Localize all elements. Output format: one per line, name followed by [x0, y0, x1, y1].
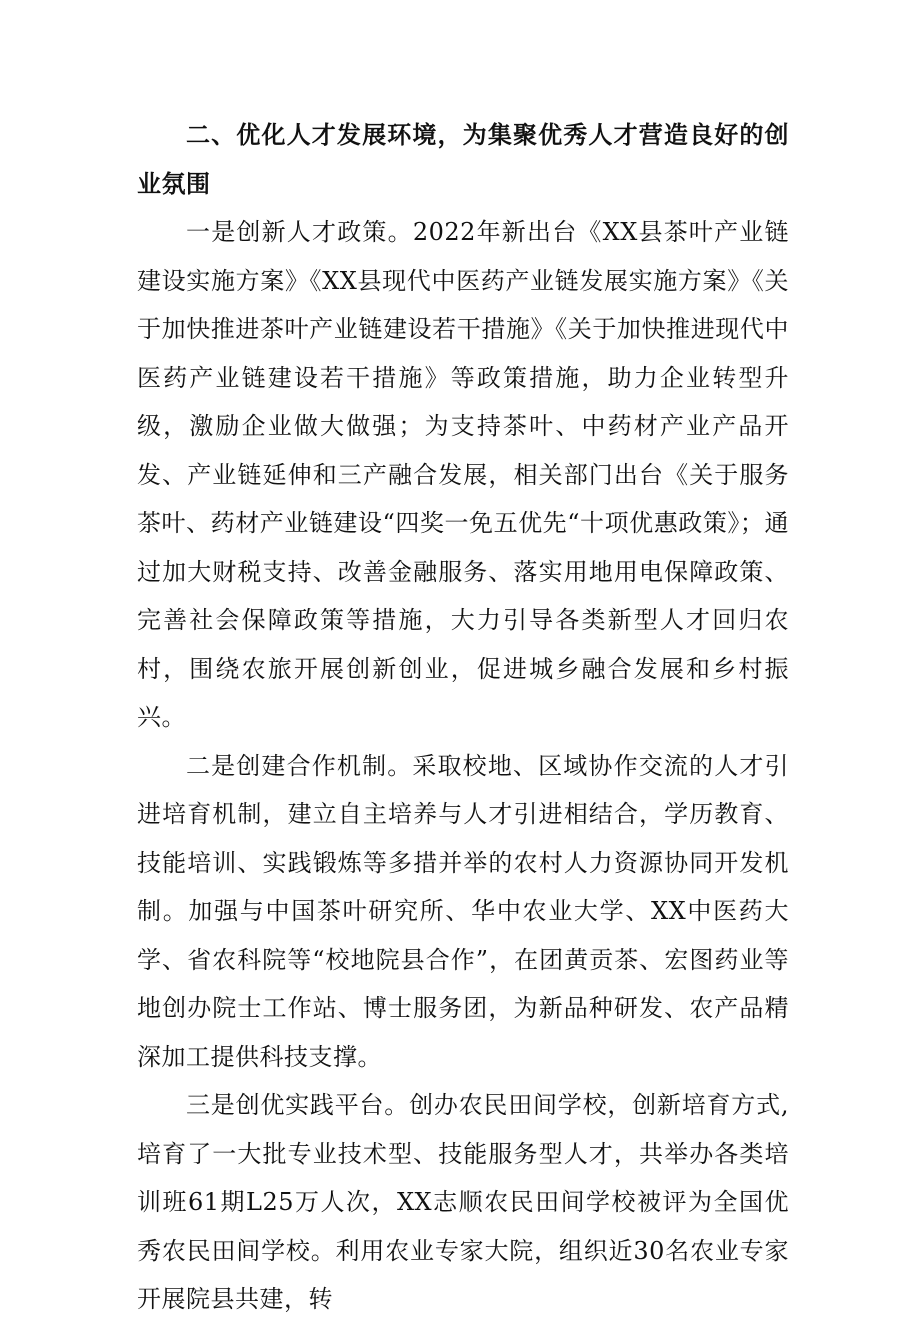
paragraph-cooperation-mechanism: 二是创建合作机制。采取校地、区域协作交流的人才引进培育机制，建立自主培养与人才引进相结合，学历教育、技能培训、实践锻炼等多措并举的农村人力资源协同开发机制。加强与中国茶叶研究所、华中农业大学、XX中医药大学、省农科院等“校地院县合作”，在团黄贡茶、宏图药业等地创办院士工作站、博士服务团，为新品种研发、农产品精深加工提供科技支撑。: [137, 751, 789, 1071]
section-heading: 二、优化人才发展环境，为集聚优秀人才营造良好的创业氛围: [137, 121, 789, 198]
paragraph-innovate-policy: 一是创新人才政策。2022年新出台《XX县茶叶产业链建设实施方案》《XX县现代中医药产业链发展实施方案》《关于加快推进茶叶产业链建设若干措施》《关于加快推进现代中医药产业链建设若干措施》等政策措施，助力企业转型升级，激励企业做大做强；为支持茶叶、中药材产业产品开发、产业链延伸和三产融合发展，相关部门出台《关于服务茶叶、药材产业链建设“四奖一免五优先“十项优惠政策》；通过加大财税支持、改善金融服务、落实用地用电保障政策、完善社会保障政策等措施，大力引导各类新型人才回归农村，围绕农旅开展创新创业，促进城乡融合发展和乡村振兴。: [137, 218, 789, 731]
document-body: [137, 111, 789, 1324]
paragraph-practice-platform: 三是创优实践平台。创办农民田间学校，创新培育方式,培育了一大批专业技术型、技能服务型人才，共举办各类培训班61期L25万人次，XX志顺农民田间学校被评为全国优秀农民田间学校。利用农业专家大院，组织近30名农业专家开展院县共建，转: [137, 1091, 789, 1313]
